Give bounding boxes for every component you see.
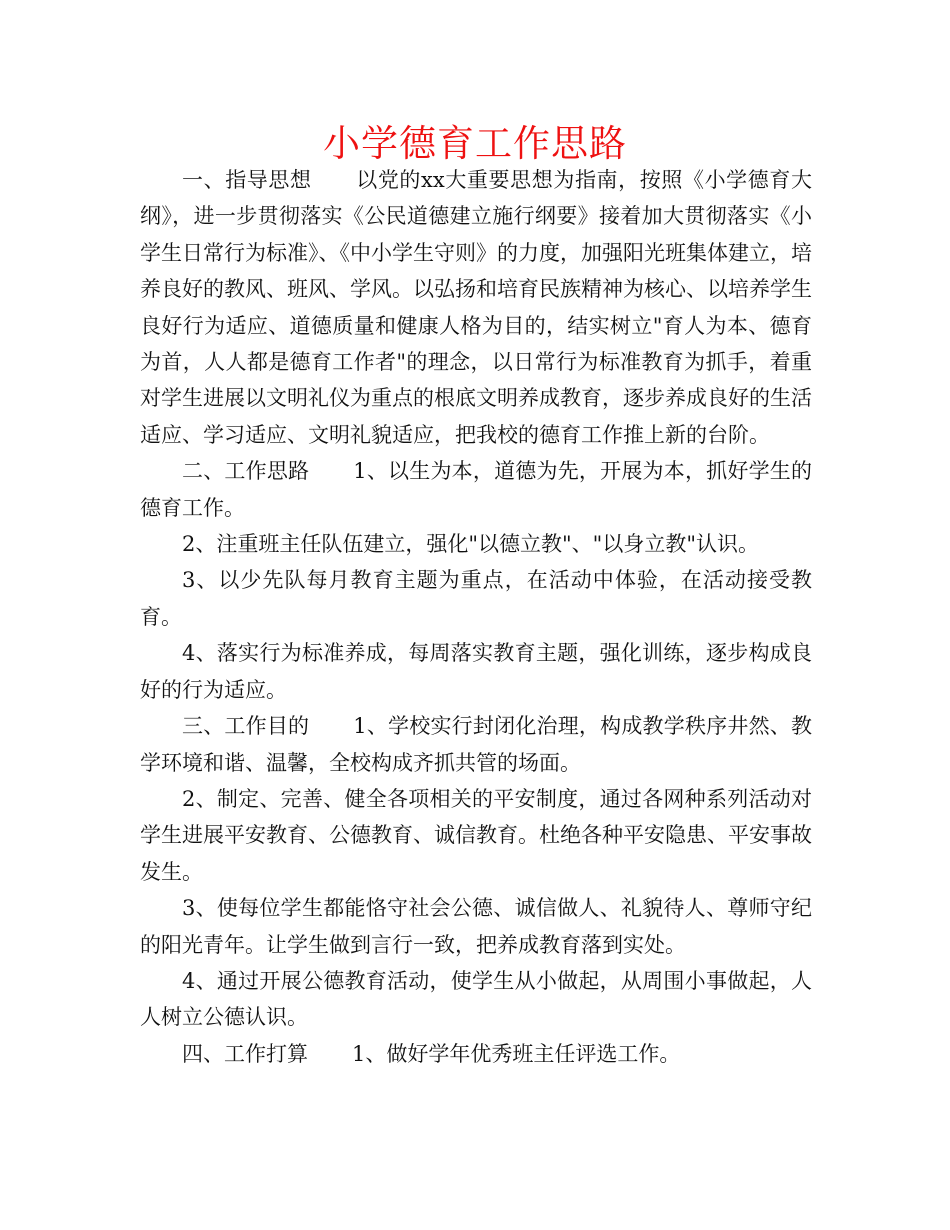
list-item: 2、注重班主任队伍建立，强化"以德立教"、"以身立教"认识。 bbox=[182, 532, 759, 557]
section-heading: 二、工作思路 bbox=[182, 459, 310, 484]
list-item: 2、制定、完善、健全各项相关的平安制度，通过各网种系列活动对学生进展平安教育、公德教育、诚信教育。杜绝各种平安隐患、平安事故发生。 bbox=[140, 786, 812, 884]
section-guiding-ideology bbox=[140, 162, 812, 453]
list-item: 3、以少先队每月教育主题为重点，在活动中体验，在活动接受教育。 bbox=[140, 568, 812, 629]
document-title: 小学德育工作思路 bbox=[323, 122, 627, 165]
paragraph-text: 以党的xx大重要思想为指南，按照《小学德育大纲》，进一步贯彻落实《公民道德建立施行纲要》接着加大贯彻落实《小学生日常行为标准》、《中小学生守则》的力度，加强阳光班集体建立，培养良好的教风、班风、学风。以弘扬和培育民族精神为核心、以培养学生良好行为适应、道德质量和健康人格为目的，结实树立"育人为本、德育为首，人人都是德育工作者"的理念，以日常行为标准教育为抓手，着重对学生进展以文明礼仪为重点的根底文明养成教育，逐步养成良好的生活适应、学习适应、文明礼貌适应，把我校的德育工作推上新的台阶。 bbox=[140, 168, 812, 447]
section-heading: 三、工作目的 bbox=[182, 714, 310, 739]
list-item: 4、落实行为标准养成，每周落实教育主题，强化训练，逐步构成良好的行为适应。 bbox=[140, 641, 812, 702]
section-work-goals bbox=[140, 708, 812, 781]
section-work-approach bbox=[140, 453, 812, 526]
section-heading: 四、工作打算 bbox=[182, 1041, 308, 1066]
section-work-plan bbox=[140, 1036, 812, 1072]
section-heading: 一、指导思想 bbox=[182, 168, 312, 192]
paragraph-text: 1、以生为本，道德为先，开展为本，抓好学生的德育工作。 bbox=[140, 459, 813, 520]
paragraph-text: 1、学校实行封闭化治理，构成教学秩序井然、教学环境和谐、温馨，全校构成齐抓共管的场面。 bbox=[140, 714, 813, 775]
list-item: 4、通过开展公德教育活动，使学生从小做起，从周围小事做起，人人树立公德认识。 bbox=[140, 968, 812, 1030]
paragraph-text: 1、做好学年优秀班主任评选工作。 bbox=[352, 1041, 681, 1066]
document-body bbox=[140, 162, 812, 1072]
list-item: 3、使每位学生都能恪守社会公德、诚信做人、礼貌待人、尊师守纪的阳光青年。让学生做到言行一致，把养成教育落到实处。 bbox=[140, 896, 812, 957]
